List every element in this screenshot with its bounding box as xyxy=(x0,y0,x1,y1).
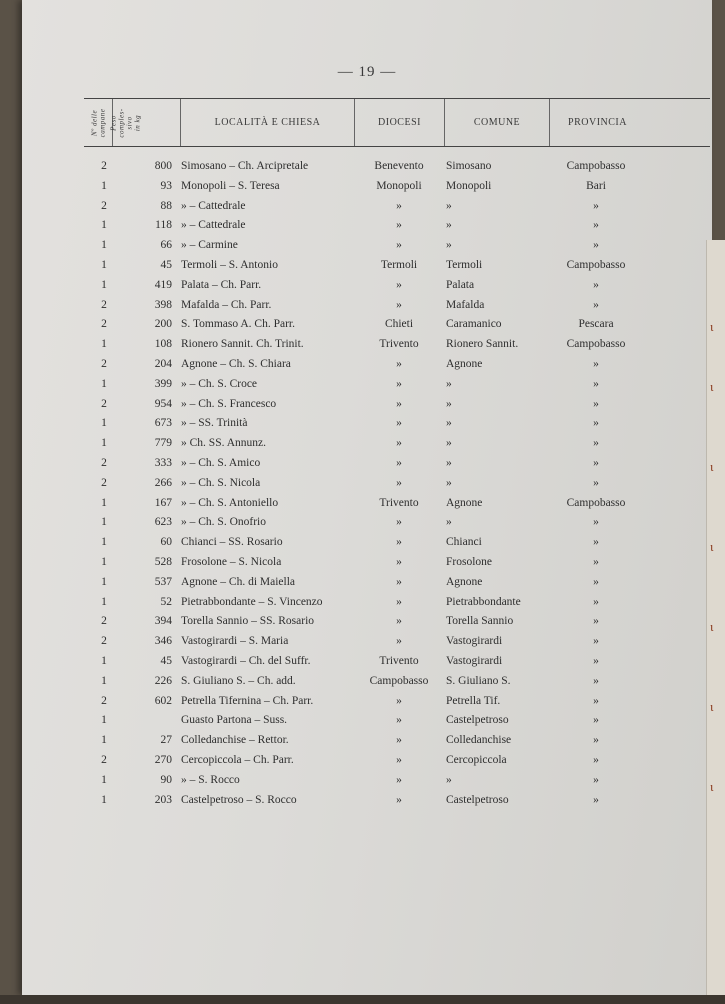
cell-campane: 1 xyxy=(101,437,107,450)
cell-comune: Castelpetroso xyxy=(446,793,509,806)
table-row xyxy=(84,632,710,652)
cell-comune: Colledanchise xyxy=(446,734,512,747)
cell-comune: » xyxy=(446,397,452,410)
cell-campane: 1 xyxy=(101,278,107,291)
cell-provincia: » xyxy=(593,199,599,212)
cell-peso: 346 xyxy=(154,635,172,648)
cell-peso: 602 xyxy=(154,694,172,707)
cell-campane: 1 xyxy=(101,575,107,588)
cell-localita: » – Ch. S. Nicola xyxy=(181,476,261,489)
cell-campane: 2 xyxy=(101,318,107,331)
cell-campane: 1 xyxy=(101,219,107,232)
cell-campane: 1 xyxy=(101,417,107,430)
cell-peso: 398 xyxy=(154,298,172,311)
header-comune: COMUNE xyxy=(444,99,549,146)
cell-provincia: » xyxy=(593,595,599,608)
cell-localita: Agnone – Ch. S. Chiara xyxy=(181,357,291,370)
cell-diocesi: » xyxy=(396,437,402,450)
cell-diocesi: » xyxy=(396,219,402,232)
cell-diocesi: » xyxy=(396,734,402,747)
table-body xyxy=(84,157,710,810)
table-row xyxy=(84,395,710,415)
table-row xyxy=(84,315,710,335)
cell-comune: Termoli xyxy=(446,258,483,271)
cell-campane: 1 xyxy=(101,773,107,786)
cell-peso: 537 xyxy=(154,575,172,588)
cell-provincia: Campobasso xyxy=(566,160,626,172)
cell-peso: 954 xyxy=(154,397,172,410)
cell-peso: 623 xyxy=(154,516,172,529)
cell-peso: 399 xyxy=(154,377,172,390)
cell-peso: 88 xyxy=(160,199,172,212)
cell-localita: » – Ch. S. Onofrio xyxy=(181,516,266,529)
cell-campane: 2 xyxy=(101,357,107,370)
cell-peso: 167 xyxy=(154,496,172,509)
cell-comune: » xyxy=(446,456,452,469)
cell-diocesi: » xyxy=(396,555,402,568)
cell-localita: Colledanchise – Rettor. xyxy=(181,734,289,747)
cell-provincia: » xyxy=(593,793,599,806)
cell-campane: 2 xyxy=(101,456,107,469)
cell-peso: 779 xyxy=(154,437,172,450)
cell-localita: » – Ch. S. Francesco xyxy=(181,397,277,410)
table-row xyxy=(84,474,710,494)
cell-localita: Mafalda – Ch. Parr. xyxy=(181,298,272,311)
cell-localita: » – Ch. S. Amico xyxy=(181,456,261,469)
cell-diocesi: » xyxy=(396,753,402,766)
header-campane: Nº delle campane xyxy=(90,108,106,137)
cell-diocesi: » xyxy=(396,456,402,469)
cell-comune: » xyxy=(446,476,452,489)
header-peso: Peso comples- sivo in kg xyxy=(112,99,138,146)
cell-comune: Vastogirardi xyxy=(446,635,503,648)
cell-localita: Petrella Tifernina – Ch. Parr. xyxy=(181,694,314,707)
cell-diocesi: Monopoli xyxy=(376,179,422,192)
cell-peso: 226 xyxy=(154,674,172,687)
cell-comune: » xyxy=(446,239,452,252)
header-diocesi: DIOCESI xyxy=(354,99,444,146)
table-row xyxy=(84,751,710,771)
cell-localita: Termoli – S. Antonio xyxy=(181,258,278,271)
cell-diocesi: » xyxy=(396,199,402,212)
cell-provincia: » xyxy=(593,298,599,311)
cell-peso: 66 xyxy=(160,239,172,252)
cell-diocesi: » xyxy=(396,357,402,370)
cell-peso: 673 xyxy=(154,417,172,430)
cell-provincia: » xyxy=(593,714,599,727)
page-number: — 19 — xyxy=(337,64,397,80)
cell-campane: 1 xyxy=(101,239,107,252)
cell-diocesi: » xyxy=(396,635,402,648)
cell-provincia: Campobasso xyxy=(566,496,626,509)
cell-comune: » xyxy=(446,377,452,390)
cell-campane: 1 xyxy=(101,654,107,667)
cell-provincia: » xyxy=(593,437,599,450)
cell-provincia: » xyxy=(593,417,599,430)
cell-localita: Vastogirardi – Ch. del Suffr. xyxy=(181,654,311,667)
cell-campane: 1 xyxy=(101,496,107,509)
cell-campane: 1 xyxy=(101,179,107,192)
handwritten-mark: ι xyxy=(710,699,714,714)
cell-peso: 266 xyxy=(154,476,172,489)
cell-localita: Palata – Ch. Parr. xyxy=(181,278,262,291)
cell-comune: Mafalda xyxy=(446,298,485,311)
cell-comune: Agnone xyxy=(446,575,483,588)
cell-provincia: » xyxy=(593,773,599,786)
handwritten-mark: ι xyxy=(710,379,714,394)
cell-localita: Rionero Sannit. Ch. Trinit. xyxy=(181,338,304,351)
cell-peso: 270 xyxy=(154,753,172,766)
table-row xyxy=(84,494,710,514)
table-row xyxy=(84,355,710,375)
cell-campane: 2 xyxy=(101,635,107,648)
cell-comune: Agnone xyxy=(446,357,483,370)
cell-peso: 27 xyxy=(160,734,172,747)
table-row xyxy=(84,177,710,197)
cell-localita: » – Carmine xyxy=(181,239,238,252)
cell-diocesi: » xyxy=(396,298,402,311)
cell-campane: 1 xyxy=(101,338,107,351)
cell-comune: S. Giuliano S. xyxy=(446,674,511,687)
cell-comune: Vastogirardi xyxy=(446,654,503,667)
cell-diocesi: Benevento xyxy=(374,160,424,172)
cell-peso: 419 xyxy=(154,278,172,291)
cell-provincia: » xyxy=(593,516,599,529)
table-row xyxy=(84,692,710,712)
cell-campane: 1 xyxy=(101,516,107,529)
cell-localita: » – Cattedrale xyxy=(181,199,246,212)
cell-comune: Agnone xyxy=(446,496,483,509)
cell-provincia: Campobasso xyxy=(566,338,626,351)
table-row xyxy=(84,335,710,355)
cell-localita: » Ch. SS. Annunz. xyxy=(181,437,266,450)
table-row xyxy=(84,296,710,316)
cell-localita: Castelpetroso – S. Rocco xyxy=(181,793,297,806)
cell-localita: Simosano – Ch. Arcipretale xyxy=(181,160,309,172)
cell-localita: Monopoli – S. Teresa xyxy=(181,179,280,192)
cell-diocesi: » xyxy=(396,773,402,786)
table-surface-edge xyxy=(0,995,725,1004)
table-row xyxy=(84,573,710,593)
table-row xyxy=(84,672,710,692)
cell-peso: 800 xyxy=(154,160,172,172)
cell-campane: 2 xyxy=(101,397,107,410)
cell-provincia: » xyxy=(593,377,599,390)
cell-campane: 1 xyxy=(101,734,107,747)
cell-localita: Torella Sannio – SS. Rosario xyxy=(181,615,315,628)
handwritten-mark: ι xyxy=(710,459,714,474)
cell-provincia: » xyxy=(593,476,599,489)
cell-provincia: » xyxy=(593,536,599,549)
header-provincia: PROVINCIA xyxy=(549,99,645,146)
table-row xyxy=(84,276,710,296)
cell-campane: 2 xyxy=(101,753,107,766)
cell-campane: 1 xyxy=(101,793,107,806)
cell-comune: Palata xyxy=(446,278,475,291)
cell-provincia: Campobasso xyxy=(566,258,626,271)
table-row xyxy=(84,414,710,434)
cell-diocesi: » xyxy=(396,417,402,430)
cell-localita: » – Ch. S. Antoniello xyxy=(181,496,279,509)
table-header xyxy=(84,98,710,147)
table-row xyxy=(84,771,710,791)
cell-comune: Simosano xyxy=(446,160,492,172)
cell-diocesi: » xyxy=(396,575,402,588)
handwritten-mark: ι xyxy=(710,779,714,794)
cell-provincia: » xyxy=(593,615,599,628)
table-row xyxy=(84,652,710,672)
table-row xyxy=(84,157,710,177)
cell-provincia: » xyxy=(593,734,599,747)
cell-campane: 2 xyxy=(101,476,107,489)
cell-provincia: » xyxy=(593,278,599,291)
cell-provincia: » xyxy=(593,575,599,588)
table-row xyxy=(84,256,710,276)
cell-diocesi: Trivento xyxy=(379,496,419,509)
table-row xyxy=(84,553,710,573)
cell-diocesi: » xyxy=(396,714,402,727)
cell-provincia: Pescara xyxy=(578,318,614,331)
cell-localita: S. Tommaso A. Ch. Parr. xyxy=(181,318,295,331)
cell-peso: 60 xyxy=(160,536,172,549)
cell-campane: 1 xyxy=(101,536,107,549)
cell-comune: Rionero Sannit. xyxy=(446,338,519,351)
header-localita: LOCALITÀ E CHIESA xyxy=(180,99,354,146)
cell-peso: 45 xyxy=(160,654,172,667)
cell-comune: Pietrabbondante xyxy=(446,595,521,608)
cell-comune: Torella Sannio xyxy=(446,615,514,628)
cell-provincia: » xyxy=(593,219,599,232)
cell-localita: Agnone – Ch. di Maiella xyxy=(181,575,296,588)
cell-campane: 1 xyxy=(101,714,107,727)
cell-peso: 108 xyxy=(154,338,172,351)
cell-comune: Petrella Tif. xyxy=(446,694,501,707)
table-row xyxy=(84,533,710,553)
cell-peso: 93 xyxy=(160,179,172,192)
cell-localita: S. Giuliano S. – Ch. add. xyxy=(181,674,296,687)
cell-localita: Chianci – SS. Rosario xyxy=(181,536,283,549)
cell-provincia: » xyxy=(593,674,599,687)
table-row xyxy=(84,236,710,256)
cell-diocesi: Campobasso xyxy=(369,674,429,687)
cell-campane: 1 xyxy=(101,555,107,568)
cell-peso: 203 xyxy=(154,793,172,806)
cell-localita: Cercopiccola – Ch. Parr. xyxy=(181,753,294,766)
cell-campane: 1 xyxy=(101,258,107,271)
cell-diocesi: » xyxy=(396,377,402,390)
page-sheet xyxy=(22,0,712,995)
cell-provincia: » xyxy=(593,654,599,667)
cell-diocesi: » xyxy=(396,536,402,549)
cell-diocesi: Termoli xyxy=(380,258,418,271)
cell-diocesi: Trivento xyxy=(379,654,419,667)
handwritten-mark: ι xyxy=(710,319,714,334)
cell-comune: » xyxy=(446,516,452,529)
cell-diocesi: » xyxy=(396,516,402,529)
cell-campane: 1 xyxy=(101,674,107,687)
handwritten-mark: ι xyxy=(710,539,714,554)
cell-provincia: » xyxy=(593,753,599,766)
cell-localita: » – S. Rocco xyxy=(181,773,240,786)
cell-comune: Cercopiccola xyxy=(446,753,507,766)
table-row xyxy=(84,375,710,395)
table-row xyxy=(84,791,710,811)
cell-campane: 2 xyxy=(101,615,107,628)
cell-diocesi: » xyxy=(396,793,402,806)
cell-peso: 45 xyxy=(160,258,172,271)
cell-localita: Guasto Partona – Suss. xyxy=(181,714,288,727)
table-row xyxy=(84,731,710,751)
cell-diocesi: » xyxy=(396,615,402,628)
cell-campane: 1 xyxy=(101,595,107,608)
cell-localita: » – SS. Trinità xyxy=(181,417,248,430)
cell-diocesi: » xyxy=(396,397,402,410)
cell-comune: Castelpetroso xyxy=(446,714,509,727)
cell-comune: Frosolone xyxy=(446,555,492,568)
cell-peso: 394 xyxy=(154,615,172,628)
handwritten-mark: ι xyxy=(710,619,714,634)
cell-diocesi: Chieti xyxy=(384,318,414,331)
table-row xyxy=(84,216,710,236)
cell-diocesi: Trivento xyxy=(379,338,419,351)
cell-provincia: » xyxy=(593,555,599,568)
table-row xyxy=(84,434,710,454)
cell-campane: 1 xyxy=(101,377,107,390)
cell-campane: 2 xyxy=(101,199,107,212)
cell-campane: 2 xyxy=(101,694,107,707)
cell-diocesi: » xyxy=(396,595,402,608)
cell-comune: Caramanico xyxy=(446,318,502,331)
cell-localita: » – Ch. S. Croce xyxy=(181,377,258,390)
cell-comune: » xyxy=(446,219,452,232)
cell-peso: 528 xyxy=(154,555,172,568)
cell-comune: Chianci xyxy=(446,536,482,549)
cell-provincia: » xyxy=(593,397,599,410)
cell-diocesi: » xyxy=(396,476,402,489)
cell-comune: Monopoli xyxy=(446,179,492,192)
table-row xyxy=(84,612,710,632)
table-row xyxy=(84,711,710,731)
cell-provincia: » xyxy=(593,357,599,370)
cell-comune: » xyxy=(446,437,452,450)
cell-campane: 2 xyxy=(101,160,107,172)
cell-peso: 118 xyxy=(155,219,172,232)
table-row xyxy=(84,513,710,533)
cell-localita: » – Cattedrale xyxy=(181,219,246,232)
cell-localita: Frosolone – S. Nicola xyxy=(181,555,282,568)
table-row xyxy=(84,197,710,217)
cell-provincia: » xyxy=(593,635,599,648)
cell-peso: 204 xyxy=(154,357,172,370)
cell-provincia: » xyxy=(593,694,599,707)
cell-diocesi: » xyxy=(396,694,402,707)
cell-peso: 200 xyxy=(154,318,172,331)
cell-provincia: » xyxy=(593,456,599,469)
cell-comune: » xyxy=(446,417,452,430)
cell-provincia: Bari xyxy=(586,179,606,192)
cell-peso: 90 xyxy=(160,773,172,786)
adjacent-page-edge xyxy=(706,240,725,1004)
cell-peso: 52 xyxy=(160,595,172,608)
table-row xyxy=(84,454,710,474)
table-row xyxy=(84,593,710,613)
cell-comune: » xyxy=(446,773,452,786)
cell-diocesi: » xyxy=(396,278,402,291)
cell-localita: Pietrabbondante – S. Vincenzo xyxy=(181,595,323,608)
cell-localita: Vastogirardi – S. Maria xyxy=(181,635,289,648)
cell-campane: 2 xyxy=(101,298,107,311)
cell-comune: » xyxy=(446,199,452,212)
cell-provincia: » xyxy=(593,239,599,252)
cell-peso: 333 xyxy=(154,456,172,469)
cell-diocesi: » xyxy=(396,239,402,252)
